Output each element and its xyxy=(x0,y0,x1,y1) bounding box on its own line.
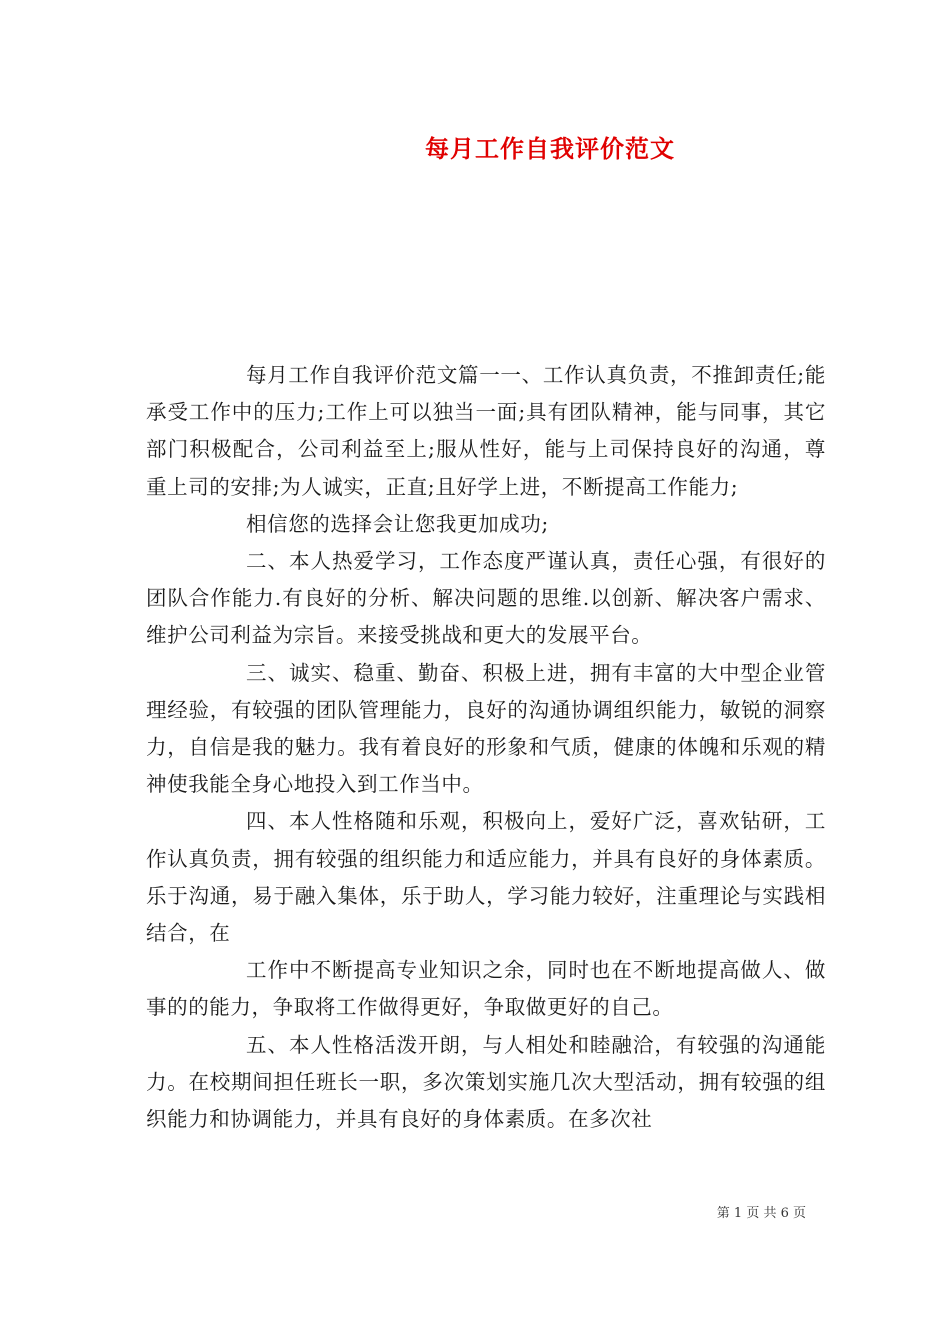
paragraph: 每月工作自我评价范文篇一一、工作认真负责，不推卸责任;能承受工作中的压力;工作上可以独当一面;具有团队精神，能与同事，其它部门积极配合，公司利益至上;服从性好，能与上司保持良好的沟通，尊重上司的安排;为人诚实，正直;且好学上进，不断提高工作能力; xyxy=(146,363,826,499)
paragraph: 五、本人性格活泼开朗，与人相处和睦融洽，有较强的沟通能力。在校期间担任班长一职，多次策划实施几次大型活动，拥有较强的组织能力和协调能力，并具有良好的身体素质。在多次社 xyxy=(146,1032,826,1132)
paragraph: 工作中不断提高专业知识之余，同时也在不断地提高做人、做事的的能力，争取将工作做得更好，争取做更好的自己。 xyxy=(146,958,826,1020)
paragraph: 四、本人性格随和乐观，积极向上，爱好广泛，喜欢钻研，工作认真负责，拥有较强的组织能力和适应能力，并具有良好的身体素质。乐于沟通，易于融入集体，乐于助人，学习能力较好，注重理论与实践相结合，在 xyxy=(146,809,826,946)
paragraph: 二、本人热爱学习，工作态度严谨认真，责任心强，有很好的团队合作能力.有良好的分析、解决问题的思维.以创新、解决客户需求、维护公司利益为宗旨。来接受挑战和更大的发展平台。 xyxy=(146,549,826,648)
document-body xyxy=(146,357,826,1138)
paragraph: 三、诚实、稳重、勤奋、积极上进，拥有丰富的大中型企业管理经验，有较强的团队管理能力，良好的沟通协调组织能力，敏锐的洞察力，自信是我的魅力。我有着良好的形象和气质，健康的体魄和乐观的精神使我能全身心地投入到工作当中。 xyxy=(146,660,826,797)
page-number-footer: 第 1 页 共 6 页 xyxy=(716,1206,806,1221)
paragraph: 相信您的选择会让您我更加成功; xyxy=(246,511,549,536)
page-title: 每月工作自我评价范文 xyxy=(425,134,675,163)
